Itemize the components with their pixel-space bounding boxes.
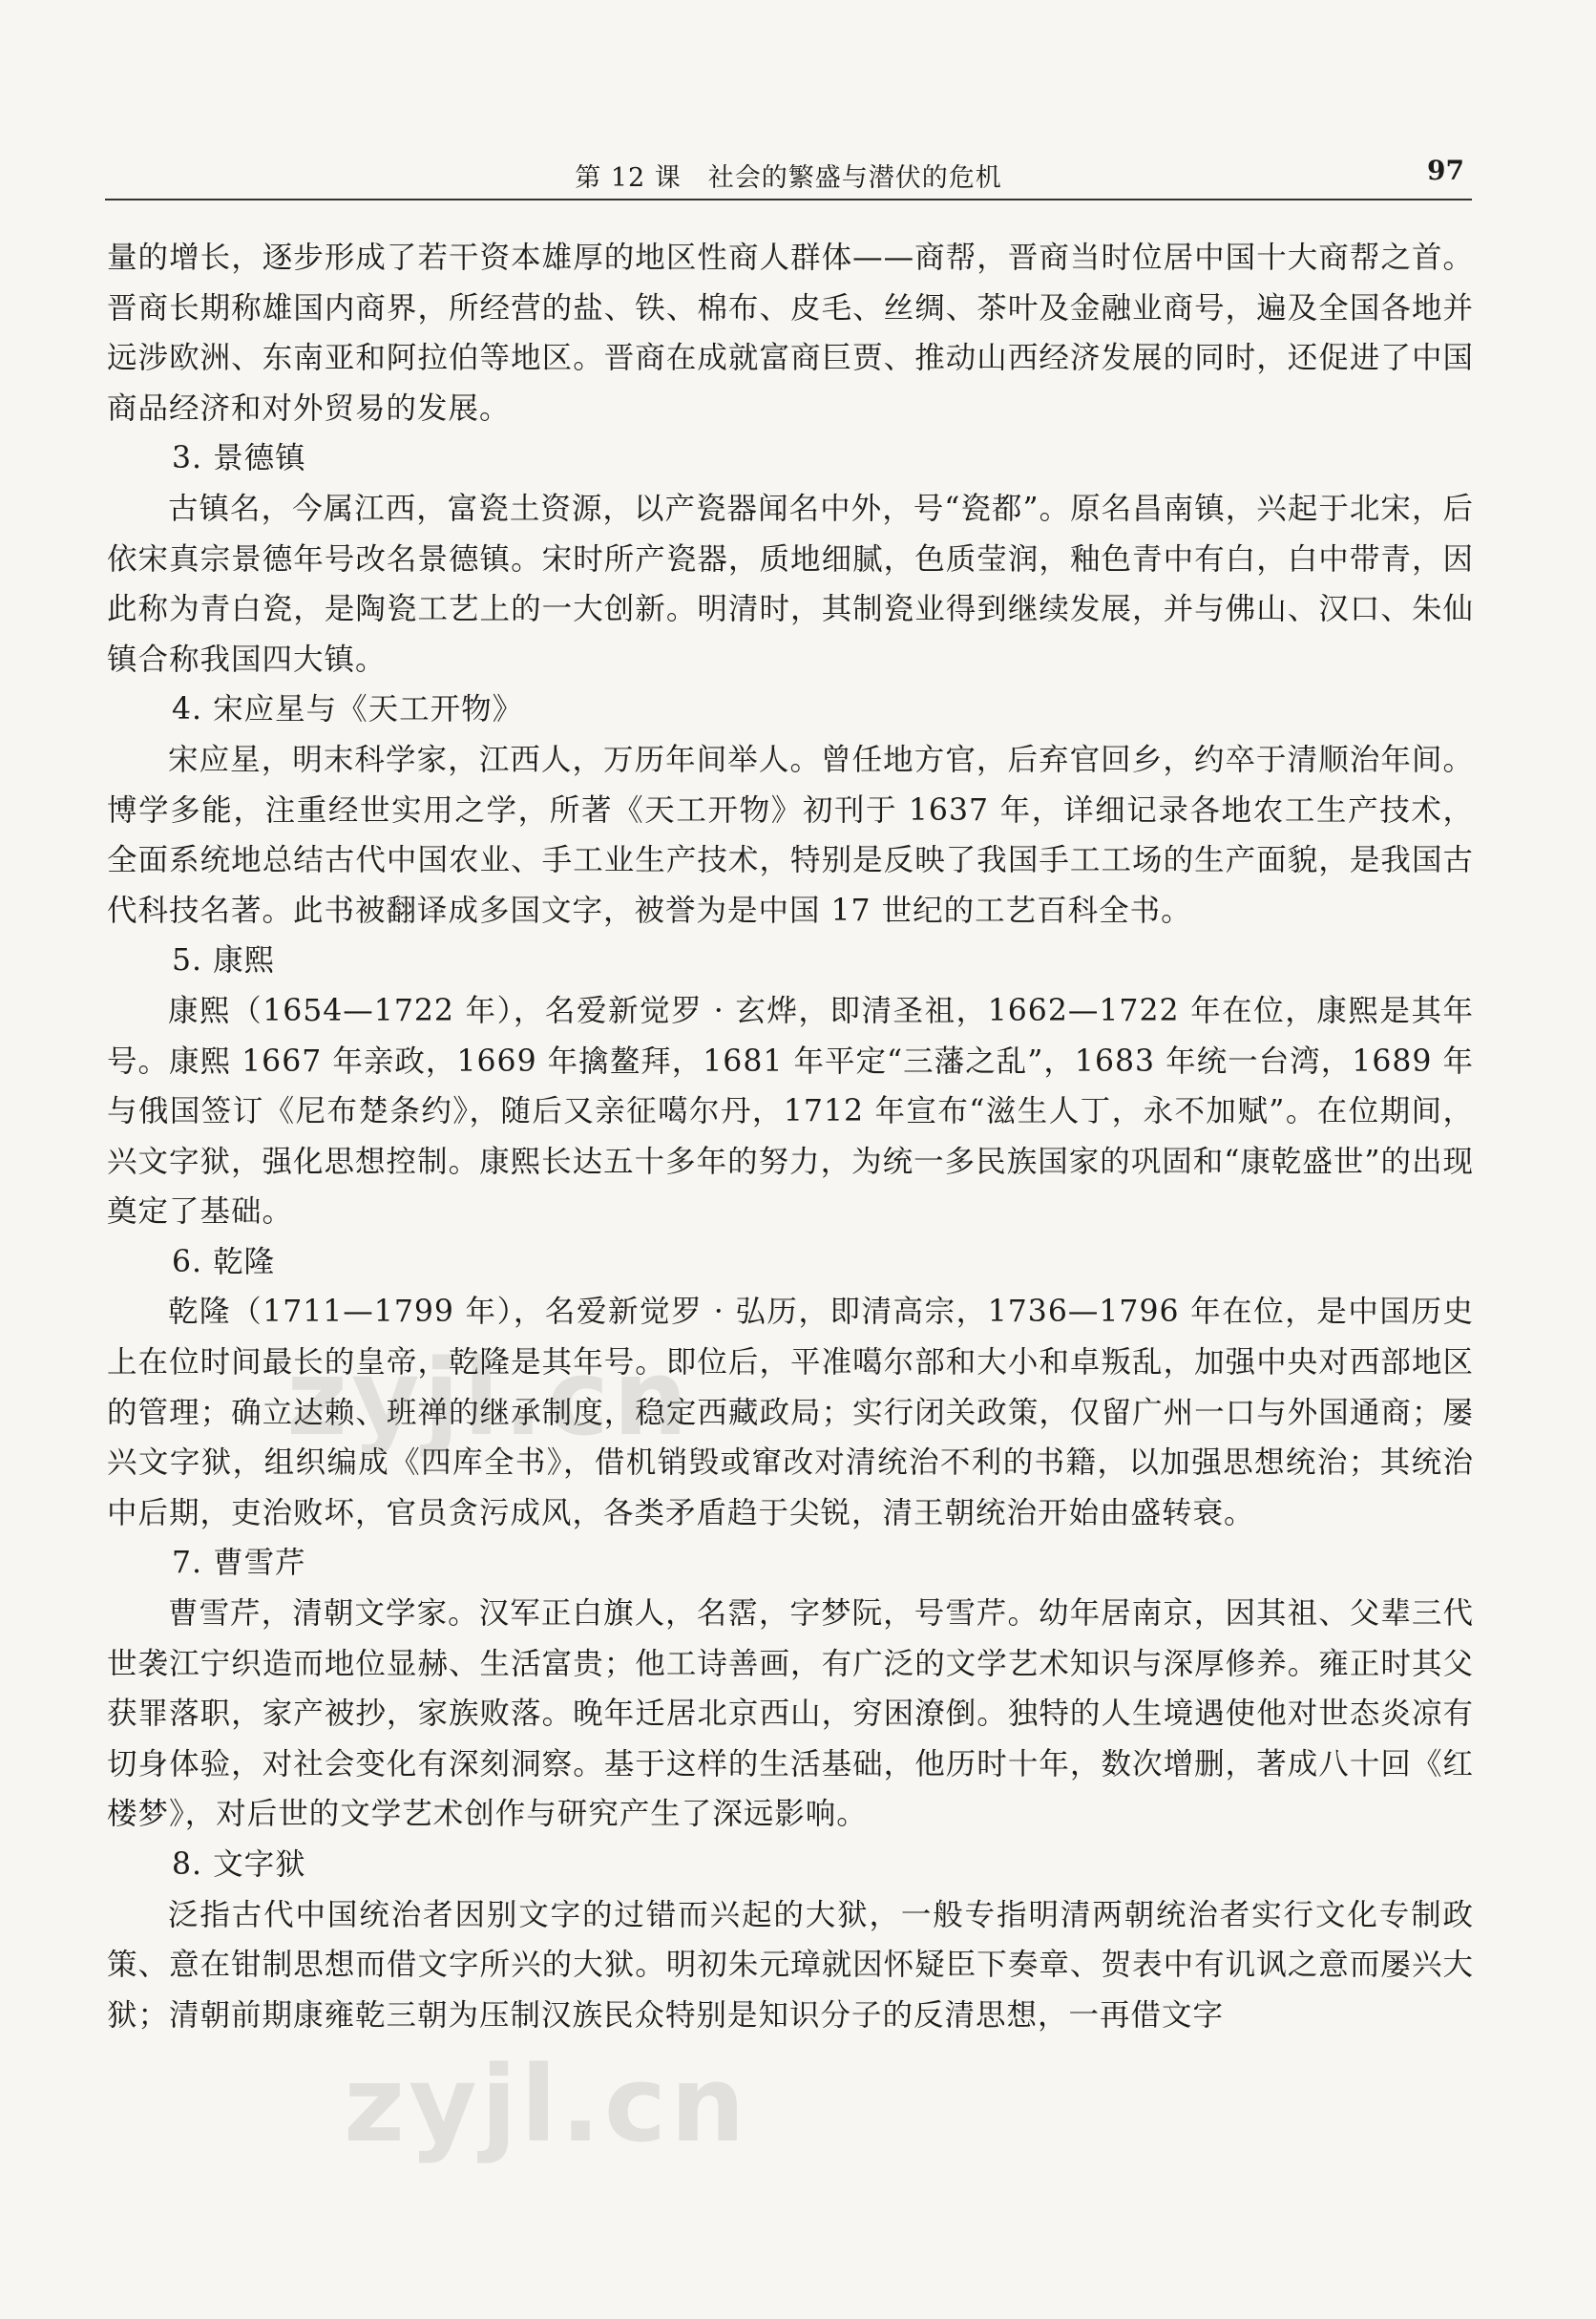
section-heading-qianlong: 6. 乾隆 <box>172 1244 276 1279</box>
section-heading-cao-xueqin: 7. 曹雪芹 <box>172 1546 306 1581</box>
paragraph-jin-merchants: 量的增长，逐步形成了若干资本雄厚的地区性商人群体——商帮，晋商当时位居中国十大商帮之首。晋商长期称雄国内商界，所经营的盐、铁、棉布、皮毛、丝绸、茶叶及金融业商号，遍及全国各地并远涉欧洲、东南亚和阿拉伯等地区。晋商在成就富商巨贾、推动山西经济发展的同时，还促进了中国商品经济和对外贸易的发展。 <box>107 241 1474 426</box>
section-heading-literary-inquisition: 8. 文字狱 <box>172 1847 306 1882</box>
page-body <box>107 233 1474 2040</box>
watermark-upper: zyjl.cn <box>286 1337 692 1459</box>
section-heading-jingdezhen: 3. 景德镇 <box>172 441 306 476</box>
paragraph-literary-inquisition: 泛指古代中国统治者因别文字的过错而兴起的大狱，一般专指明清两朝统治者实行文化专制政策、意在钳制思想而借文字所兴的大狱。明初朱元璋就因怀疑臣下奏章、贺表中有讥讽之意而屡兴大狱；清朝前期康雍乾三朝为压制汉族民众特别是知识分子的反清思想，一再借文字 <box>107 1897 1474 2033</box>
page-number: 97 <box>1427 155 1464 186</box>
running-title: 第 12 课 社会的繁盛与潜伏的危机 <box>575 163 1002 193</box>
section-heading-song-yingxing: 4. 宋应星与《天工开物》 <box>172 692 524 727</box>
section-heading-kangxi: 5. 康熙 <box>172 943 276 979</box>
paragraph-jingdezhen: 古镇名，今属江西，富瓷土资源，以产瓷器闻名中外，号“瓷都”。原名昌南镇，兴起于北宋，后依宋真宗景德年号改名景德镇。宋时所产瓷器，质地细腻，色质莹润，釉色青中有白，白中带青，因此称为青白瓷，是陶瓷工艺上的一大创新。明清时，其制瓷业得到继续发展，并与佛山、汉口、朱仙镇合称我国四大镇。 <box>107 491 1474 677</box>
paragraph-song-yingxing: 宋应星，明末科学家，江西人，万历年间举人。曾任地方官，后弃官回乡，约卒于清顺治年间。博学多能，注重经世实用之学，所著《天工开物》初刊于 1637 年，详细记录各地农工生产技术，全面系统地总结古代中国农业、手工业生产技术，特别是反映了我国手工工场的生产面貌，是我国古代科技名著。此书被翻译成多国文字，被誉为是中国 17 世纪的工艺百科全书。 <box>107 742 1474 928</box>
paragraph-qianlong: 乾隆（1711—1799 年），名爱新觉罗 · 弘历，即清高宗，1736—1796 年在位，是中国历史上在位时间最长的皇帝，乾隆是其年号。即位后，平准噶尔部和大小和卓叛乱，加强中央对西部地区的管理；确立达赖、班禅的继承制度，稳定西藏政局；实行闭关政策，仅留广州一口与外国通商；屡兴文字狱，组织编成《四库全书》，借机销毁或窜改对清统治不利的书籍，以加强思想统治；其统治中后期，吏治败坏，官员贪污成风，各类矛盾趋于尖锐，清王朝统治开始由盛转衰。 <box>107 1295 1474 1530</box>
page-header <box>105 151 1472 200</box>
paragraph-kangxi: 康熙（1654—1722 年），名爱新觉罗 · 玄烨，即清圣祖，1662—1722 年在位，康熙是其年号。康熙 1667 年亲政，1669 年擒鳌拜，1681 年平定“三藩之乱”，1683 年统一台湾，1689 年与俄国签订《尼布楚条约》，随后又亲征噶尔丹，1712 年宣布“滋生人丁，永不加赋”。在位期间，兴文字狱，强化思想控制。康熙长达五十多年的努力，为统一多民族国家的巩固和“康乾盛世”的出现奠定了基础。 <box>107 993 1474 1230</box>
paragraph-cao-xueqin: 曹雪芹，清朝文学家。汉军正白旗人，名霑，字梦阮，号雪芹。幼年居南京，因其祖、父辈三代世袭江宁织造而地位显赫、生活富贵；他工诗善画，有广泛的文学艺术知识与深厚修养。雍正时其父获罪落职，家产被抄，家族败落。晚年迁居北京西山，穷困潦倒。独特的人生境遇使他对世态炎凉有切身体验，对社会变化有深刻洞察。基于这样的生活基础，他历时十年，数次增删，著成八十回《红楼梦》，对后世的文学艺术创作与研究产生了深远影响。 <box>107 1596 1474 1832</box>
watermark-lower: zyjl.cn <box>344 2043 749 2165</box>
